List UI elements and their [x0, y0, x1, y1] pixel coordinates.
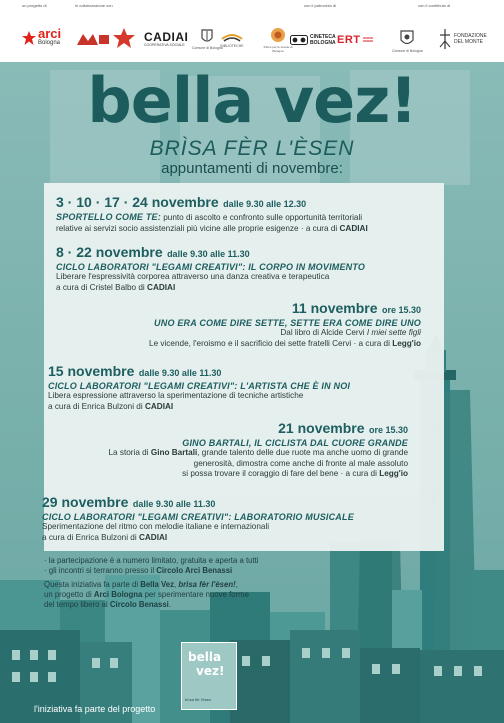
cineteca-logo-sub: BOLOGNA	[310, 40, 336, 46]
event-title: UNO ERA COME DIRE SETTE, SETTE ERA COME DIRE UNO	[154, 318, 421, 328]
arci-sport-logo	[113, 28, 135, 48]
event-time: dalle 9.30 alle 11.30	[132, 499, 216, 509]
cadiai-logo	[144, 31, 188, 47]
arci-logo	[22, 28, 61, 47]
footer-text: l'iniziativa fa parte del progetto	[34, 704, 156, 714]
event-date: 3 · 10 · 17 · 24 novembre	[56, 194, 219, 210]
event-time: dalle 9.30 alle 11.30	[167, 249, 250, 259]
film-icon	[290, 35, 308, 45]
amt-logo	[76, 32, 110, 46]
event-line: generosità, dimostra come anche di fronte al male assoluto	[193, 458, 408, 468]
biblioteche-logo	[220, 30, 244, 48]
coat-of-arms-icon	[201, 28, 213, 44]
cadiai-logo-sub: COOPERATIVA SOCIALE	[144, 43, 185, 47]
comune-logo-sub: Comune di Bologna	[192, 46, 223, 50]
event-2	[56, 244, 436, 293]
event-line: Dal libro di Alcide Cervi	[280, 328, 365, 337]
event-date: 11 novembre	[291, 300, 378, 316]
fondazione-logo	[438, 29, 487, 49]
event-time: ore 15.30	[381, 305, 421, 315]
event-org: Legg'io	[392, 338, 421, 348]
fondazione-cross-icon	[438, 29, 452, 49]
badge-line2: vez!	[196, 664, 225, 678]
fondazione-logo-sub: DEL MONTE	[454, 39, 483, 45]
badge-small: brìsa fèr l'èsen	[185, 697, 212, 702]
note-strong: brìsa fèr l'èsen!	[178, 580, 236, 589]
note-text: ,	[235, 580, 238, 589]
event-org: CADIAI	[147, 282, 176, 292]
note-bullet: · gli incontri si terranno presso il	[44, 566, 155, 575]
event-date: 29 novembre	[42, 494, 129, 510]
event-org: CADIAI	[339, 223, 368, 233]
badge-line1: bella	[188, 650, 222, 664]
note-text: del tempo libero al	[44, 600, 108, 609]
arci-star-icon	[22, 31, 36, 45]
logo-group-label: con il patrocinio di	[304, 3, 337, 8]
event-line: a cura di Enrica Bulzoni di	[48, 401, 143, 411]
event-title: SPORTELLO COME TE:	[56, 212, 161, 222]
note-strong: Circolo Benassi	[109, 600, 169, 609]
bella-vez-badge	[181, 642, 237, 710]
comune2-logo	[392, 29, 423, 53]
note-strong: Arci Bologna	[93, 590, 143, 599]
note-text: .	[168, 600, 171, 609]
poster-subtitle: BRÌSA FÈR L'ÈSEN	[149, 137, 355, 160]
event-line: punto di ascolto e confronto sulle opportunità territoriali	[163, 213, 363, 222]
logo-group-label: un progetto di	[22, 3, 47, 8]
event-3	[56, 300, 421, 349]
event-line: Liberare l'espressività corporea attraverso una danza creativa e terapeutica	[56, 272, 330, 281]
arci-logo-text: arci	[38, 26, 62, 41]
book-icon	[220, 30, 244, 42]
event-time: dalle 9.30 alle 11.30	[138, 368, 222, 378]
poster-title: bella vez!	[87, 64, 417, 137]
amt-mark-icon	[76, 32, 110, 46]
note-text: per sperimentare nuove forme	[144, 590, 250, 599]
note-text: ,	[174, 580, 177, 589]
note-venue: Circolo Arci Benassi	[156, 566, 233, 575]
note-text: Questa iniziativa fa parte di	[44, 580, 139, 589]
cadiai-logo-text: CADIAI	[144, 30, 189, 44]
event-line: Le vicende, l'eroismo e il sacrificio dei sette fratelli Cervi · a cura di	[149, 338, 390, 348]
note-bullet: · la partecipazione è a numero limitato, gratuita e aperta a tutti	[44, 556, 259, 565]
note-text: un progetto di	[44, 590, 92, 599]
arci-sport-icon	[113, 28, 135, 48]
ert-lines-icon	[363, 36, 373, 44]
notes-block	[44, 556, 324, 610]
comune2-logo-sub: Comune di Bologna	[392, 49, 423, 53]
arci-logo-sub: Bologna	[38, 40, 61, 46]
event-4	[48, 363, 428, 412]
event-line: , grande talento delle due ruote ma anche uomo di grande	[197, 448, 408, 457]
biblioteche-logo-sub: BIBLIOTECHE	[220, 44, 244, 48]
event-1	[56, 194, 436, 234]
event-line: si possa trovare il coraggio di fare del bene · a cura di	[182, 469, 377, 478]
event-line: a cura di Enrica Bulzoni di	[42, 532, 137, 542]
logo-group-label: con il contributo di	[418, 3, 451, 8]
event-title: CICLO LABORATORI "LEGAMI CREATIVI": L'ARTISTA CHE È IN NOI	[48, 381, 351, 391]
logo-group-label: in collaborazione con	[75, 3, 113, 8]
event-5	[50, 420, 408, 480]
note-para	[44, 580, 324, 610]
event-title: GINO BARTALI, IL CICLISTA DAL CUORE GRANDE	[182, 438, 408, 448]
event-line: Sperimentazione del ritmo con melodie italiane e internazionali	[42, 522, 270, 531]
event-line: Libera espressione attraverso la sperimentazione di tecniche artistiche	[48, 391, 304, 400]
ert-logo-text: ERT	[337, 34, 361, 46]
cineteca-logo	[290, 34, 336, 46]
event-line: relative ai servizi socio assistenziali più vicine alle proprie esigenze · a cura di	[56, 223, 338, 233]
event-org: CADIAI	[144, 401, 174, 411]
note-bullet-venue	[44, 566, 324, 576]
event-org: Legg'io	[379, 469, 408, 478]
comune-logo	[192, 28, 223, 50]
ert-logo	[337, 34, 373, 46]
event-date: 21 novembre	[278, 420, 365, 436]
event-date: 8 · 22 novembre	[56, 244, 163, 260]
event-line: a cura di Cristel Balbo di	[56, 282, 145, 292]
intro-heading: appuntamenti di novembre:	[161, 160, 343, 177]
parco-logo-sub: Parco per le scuole di Bologna	[263, 45, 293, 53]
event-book: I miei sette figli	[366, 328, 421, 337]
coat-of-arms-icon	[400, 29, 414, 47]
event-time: ore 15.30	[368, 425, 408, 435]
event-title: CICLO LABORATORI "LEGAMI CREATIVI": LABORATORIO MUSICALE	[42, 512, 354, 522]
note-strong: Bella Vez	[140, 580, 175, 589]
event-6	[42, 494, 432, 543]
event-person: Gino Bartali	[150, 448, 198, 457]
fondazione-logo-text: FONDAZIONE	[454, 33, 487, 39]
cineteca-logo-text: CINETECA	[310, 34, 336, 40]
event-title: CICLO LABORATORI "LEGAMI CREATIVI": IL CORPO IN MOVIMENTO	[56, 262, 366, 272]
event-time: dalle 9.30 alle 12.30	[223, 199, 307, 209]
logo-strip	[0, 0, 504, 62]
event-line: La storia di	[108, 448, 149, 457]
event-org: CADIAI	[138, 532, 168, 542]
event-date: 15 novembre	[48, 363, 135, 379]
parco-seal-icon	[270, 27, 286, 43]
